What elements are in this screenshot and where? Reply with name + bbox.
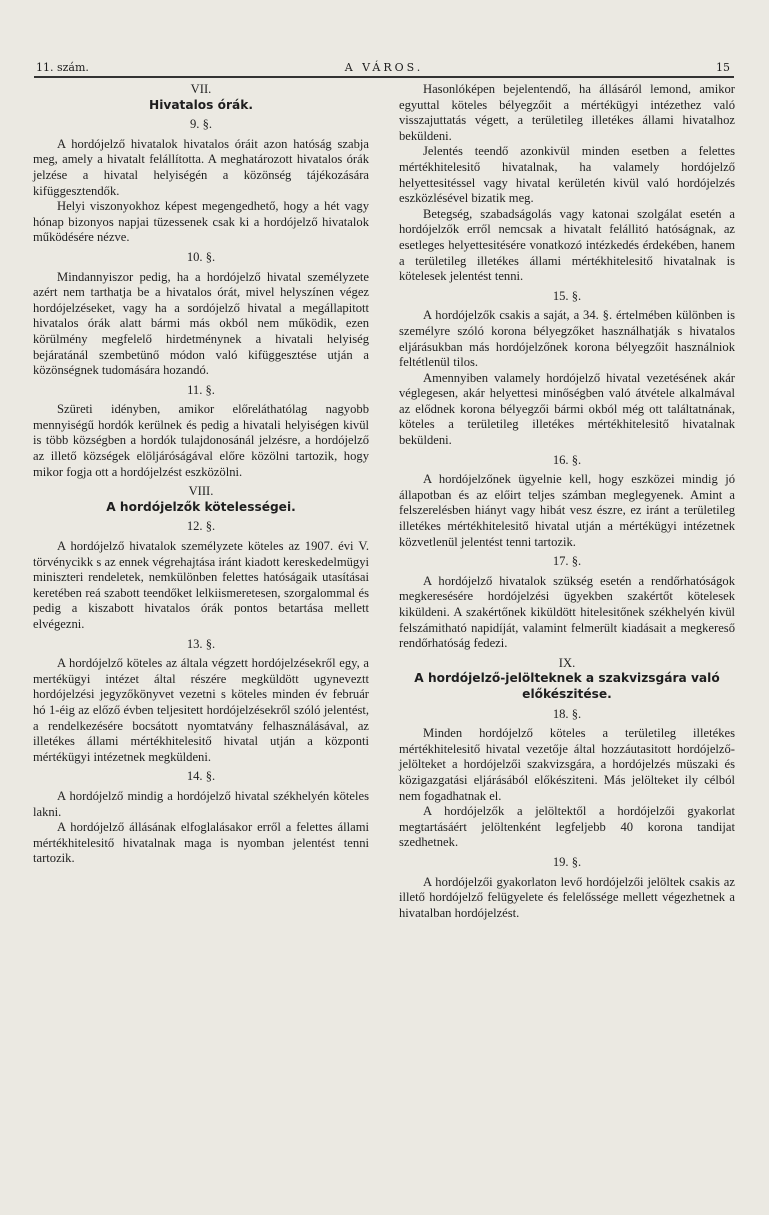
section-15-paragraph: Amennyiben valamely hordójelző hivatal vezetésének akár véglegesen, akár helyettesi minőségben való átvétele alkalmával az elődnek korona bélyegzői bármi okból még ott találtatnának, köteles a területileg illetékes mértékhitelesitő hivatalnak beküldeni. (399, 370, 735, 448)
left-column (33, 82, 369, 867)
section-13-paragraph: A hordójelző köteles az általa végzett hordójelzésekről egy, a mertékügyi intézet által részére megküldött ugyneveztt hordójelzési jegyzőkönyvet vezetni s köteles minden év február hó 1-éig az előző évben teljesitett hordójelzésekről szóló jelentést, a rendelkezésére bocsátott nyomtatvány felhasználásával, az illetékes állami mértékhitelesitő hivatal utján a központi mértékügyi intézetnek megküldeni. (33, 656, 369, 764)
section-11-title: 11. §. (187, 382, 215, 397)
section-19-title: 19. §. (552, 854, 582, 869)
section-18-paragraph: Minden hordójelző köteles a területileg illetékes mértékhitelesitő hivatal vezetője által hozzáutasitott hordójelző-jelölteket a hordójelzői szakvizsgára, a hordójelzés müszaki és közigazgatási eljárásából előkésziteni. Más jelölteket ily célból nem fogadhatnak el. (399, 726, 735, 803)
section-18-paragraph: A hordójelzők a jelöltektől a hordójelzői gyakorlat megtartásáért jelöltenként legfeljebb 40 korona tandijat szedhetnek. (399, 804, 735, 850)
right-column (399, 82, 735, 921)
header-rule (34, 76, 734, 78)
section-9-paragraph: A hordójelző hivatalok hivatalos óráit azon hatóság szabja meg, amely a hivatalt felállította. A meghatározott hivatalos órák jelzése a hivatal helyiségén a közönség tájékozására kifüggesztendők. (33, 136, 369, 198)
section-17-title: 17. §. (552, 554, 582, 569)
chapter-8-number: VIII. (188, 484, 214, 499)
section-14-title: 14. §. (186, 769, 216, 784)
section-10-title: 10. §. (186, 249, 216, 264)
page-header (34, 60, 734, 76)
section-13-title: 13. §. (186, 636, 216, 651)
chapter-8-title: A hordójelzők kötelességei. (106, 499, 296, 514)
chapter-9-title: A hordójelző-jelölteknek a szakvizsgára való előkészitése. (414, 671, 720, 701)
chapter-7-number: VII. (190, 82, 212, 96)
chapter-7-title: Hivatalos órák. (149, 97, 253, 112)
section-9-title: 9. §. (189, 117, 213, 132)
right-paragraph: Hasonlóképen bejelentendő, ha állásáról lemond, amikor egyuttal köteles bélyegzőit a mértékügyi intézethez való visszajuttatás végett, a területileg illetékes állami hivatalhoz beküldeni. (399, 82, 735, 143)
section-14-paragraph: A hordójelző állásának elfoglalásakor erről a felettes állami mértékhitelesitő hivatalnak maga is nyomban jelentést tenni tartozik. (33, 820, 369, 866)
chapter-9-number: IX. (558, 655, 576, 670)
issue-number: 11. szám. (36, 61, 89, 74)
section-16-paragraph: A hordójelzőnek ügyelnie kell, hogy eszközei mindig jó állapotban és az előirt teljes számban meglegyenek. Amint a felszerelésben hiányt vagy hibát vesz észre, ez iránt a területileg illetékes mértékhitelesitő hivatal utján a mértékügyi intézetnek közvetlenül jelentést tenni tartozik. (399, 472, 735, 549)
section-16-title: 16. §. (552, 452, 582, 467)
section-14-paragraph: A hordójelző mindig a hordójelző hivatal székhelyén köteles lakni. (33, 788, 369, 819)
section-19-paragraph: A hordójelzői gyakorlaton levő hordójelzői jelöltek csakis az illető hordójelző felügyelete és felelőssége mellett végezhetnek a hivatalban hordójelzést. (399, 874, 735, 920)
section-18-title: 18. §. (552, 706, 582, 721)
journal-title: A VÁROS. (344, 61, 424, 74)
section-9-paragraph: Helyi viszonyokhoz képest megengedhető, hogy a hét vagy hónap bizonyos napjai tüzessenek csak ki a hordójelző hivatalok működésére nézve. (33, 199, 369, 245)
page-number: 15 (716, 61, 730, 74)
right-paragraph: Jelentés teendő azonkivül minden esetben a felettes mértékhitelesitő hivatalnak, ha valamely hordójelző helyettesitéssel vagy hivatal kerületén kivül való hordójelzés eszközlésével bizatik meg. (399, 144, 735, 206)
section-15-paragraph: A hordójelzők csakis a saját, a 34. §. értelmében különben is személyre szóló korona bélyegzőket használhatják s hivatalos eljárásukban más hordójelzőnek korona bélyegzőit használniok feltétlenül tilos. (399, 308, 735, 370)
section-10-paragraph: Mindannyiszor pedig, ha a hordójelző hivatal személyzete azért nem tarthatja be a hivatalos órát, mivel helyszínen végez hordójelzéseket, vagy ha a sordójelző hivatal a megállapitott hivatalos órák alatt bármi más okból nem működik, ezen körülmény megfelelő hirdetménynek a hivatali helyiség bejáratánál szembetünő módon való kifüggesztése utján a közönségnek tudomására hozandó. (33, 269, 369, 378)
section-12-paragraph: A hordójelző hivatalok személyzete köteles az 1907. évi V. törvénycikk s az ennek végrehajtása iránt kiadott kereskedelmügyi miniszteri rendeletek, nemkülönben felettes hatóságaik utasításai keretében reá szabott teendőket lelkiismeretesen, szorgalommal és pedig a kiszabott hivatalos órák pontos betartása mellett elvégezni. (33, 539, 369, 631)
section-11-paragraph: Szüreti idényben, amikor előreláthatólag nagyobb mennyiségű hordók kerülnek és pedig a hivatali helyiségen kivül is több községben a hordók tulajdonosánál jelzésre, a hordójelző az illető községek elöljáróságával előre közölni tartozik, hogy mikor fogja ott a hordójelzést eszközölni. (33, 402, 369, 479)
section-15-title: 15. §. (552, 288, 582, 303)
section-12-title: 12. §. (186, 519, 216, 534)
section-17-paragraph: A hordójelző hivatalok szükség esetén a rendőrhatóságok megkeresésére hordójelzési ügyekben szakértőt kötelesek kiküldeni. A szakértőnek kiküldött hitelesitőnek székhelyén kivül felszámitható napidíját, valamint felmerült kiadásait a megkereső rendőrhatóság fedezi. (399, 573, 735, 651)
right-paragraph: Betegség, szabadságolás vagy katonai szolgálat esetén a hordójelzők erről nemcsak a hivatalt felállitó hatóságnak, az esetleges helyettesitésére vonatkozó intézkedés érdekében, hanem a területileg illetékes állami mértékhitelesitő hivatalnak is kötelesek jelentést tenni. (399, 206, 735, 284)
